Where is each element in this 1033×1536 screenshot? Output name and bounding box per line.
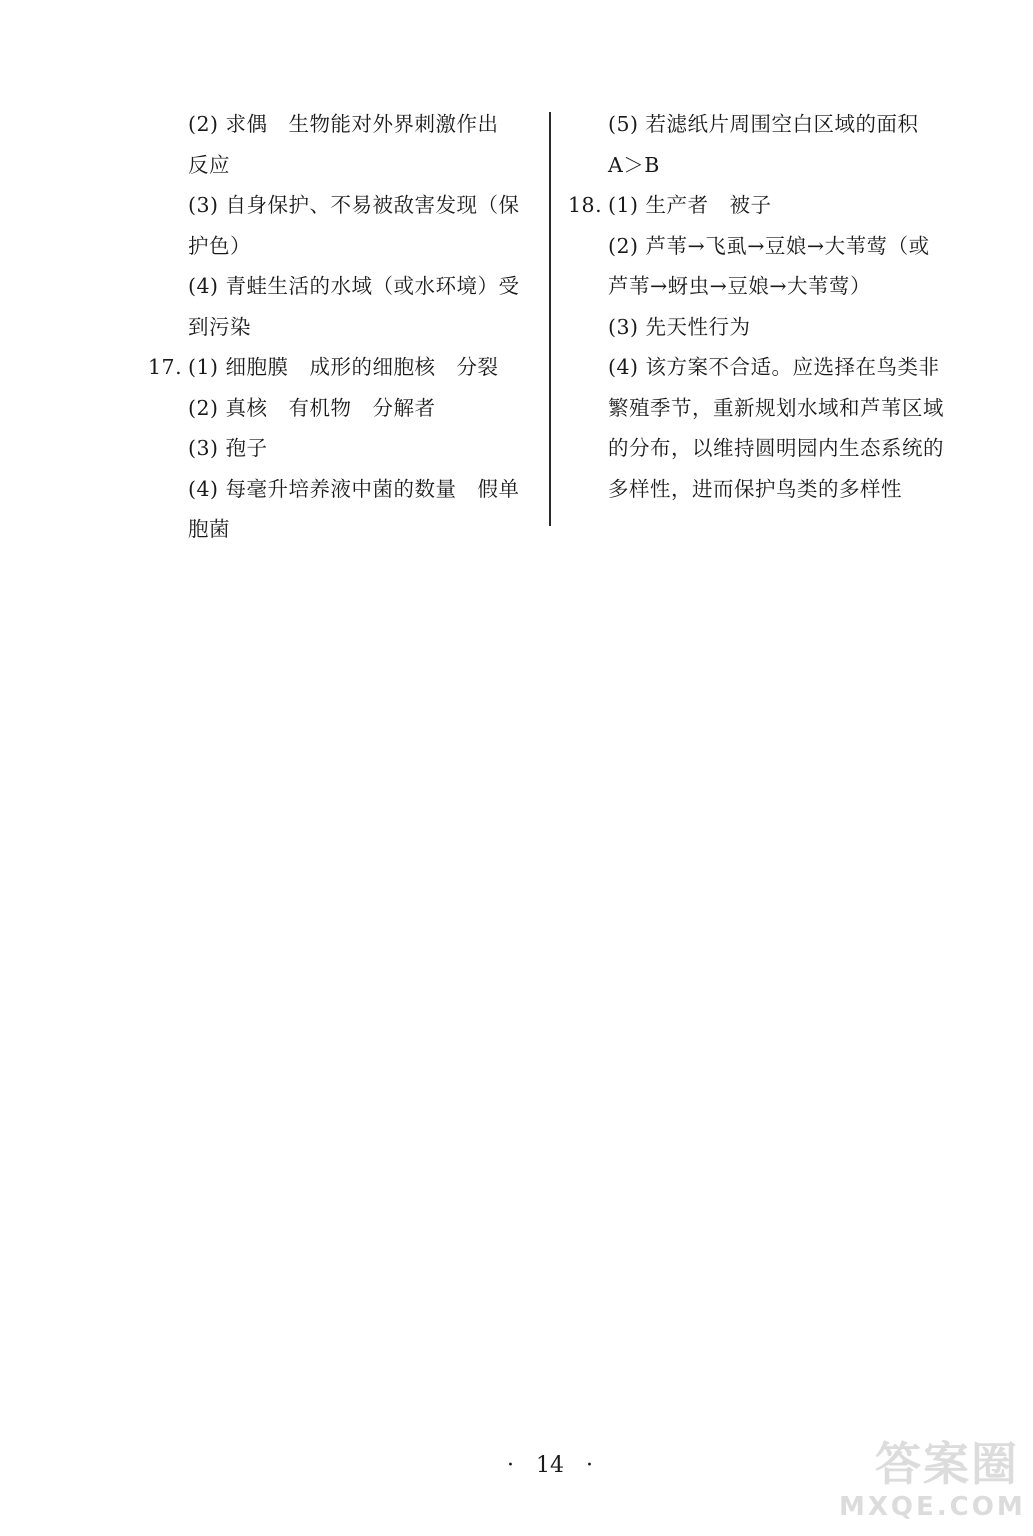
watermark-logo-sub: MXQE.COM [839, 1492, 1026, 1522]
column-divider [549, 112, 551, 526]
question-number: 18. [568, 193, 603, 217]
answer-line [148, 428, 536, 469]
answer-text: (3) 孢子 [188, 436, 268, 460]
answer-line [148, 185, 536, 226]
answer-line [568, 266, 960, 307]
answer-line [568, 388, 960, 429]
answer-text: (2) 真核 有机物 分解者 [188, 395, 436, 420]
answer-line [568, 185, 960, 226]
answer-line [568, 347, 960, 388]
answer-line [568, 469, 960, 510]
answer-line [148, 509, 536, 550]
right-column [568, 104, 960, 509]
answer-line [148, 226, 536, 267]
answer-line [568, 145, 960, 186]
answer-line [568, 226, 960, 267]
answer-text: 到污染 [188, 314, 251, 339]
answer-line [148, 347, 536, 388]
answer-line [148, 145, 536, 186]
page-number: · 14 · [507, 1453, 593, 1478]
answer-text: (4) 每毫升培养液中菌的数量 假单 [188, 476, 520, 501]
answer-text: 多样性，进而保护鸟类的多样性 [608, 476, 902, 501]
question-number: 17. [148, 355, 183, 379]
answer-text: (4) 青蛙生活的水域（或水环境）受 [188, 274, 520, 298]
answer-line [568, 428, 960, 469]
answer-line [148, 307, 536, 348]
answer-text: (2) 求偶 生物能对外界刺激作出 [188, 112, 499, 136]
answer-line [148, 104, 536, 145]
answer-text: (3) 先天性行为 [608, 314, 751, 339]
answer-text: 胞菌 [188, 517, 230, 541]
watermark-logo [839, 1436, 1026, 1526]
answer-text: 护色） [188, 233, 251, 258]
answer-text: 芦苇→蚜虫→豆娘→大苇莺） [608, 274, 872, 298]
left-column [148, 104, 536, 550]
answer-text: 繁殖季节，重新规划水域和芦苇区域 [608, 395, 944, 420]
answer-text: (5) 若滤纸片周围空白区域的面积 [608, 112, 919, 136]
answer-line [148, 388, 536, 429]
answer-line [148, 266, 536, 307]
watermark-logo-main: 答案圈 [875, 1437, 1019, 1491]
answer-line [568, 104, 960, 145]
answer-text: (3) 自身保护、不易被敌害发现（保 [188, 193, 520, 217]
answer-text: (4) 该方案不合适。应选择在鸟类非 [608, 355, 940, 379]
answer-text: 的分布，以维持圆明园内生态系统的 [608, 436, 944, 460]
answer-line [568, 307, 960, 348]
answer-text: (1) 细胞膜 成形的细胞核 分裂 [188, 355, 499, 379]
answer-line [148, 469, 536, 510]
answer-text: (1) 生产者 被子 [608, 193, 772, 217]
answer-text: 反应 [188, 152, 230, 177]
answer-text: A＞B [608, 152, 660, 177]
answer-text: (2) 芦苇→飞虱→豆娘→大苇莺（或 [608, 233, 930, 258]
